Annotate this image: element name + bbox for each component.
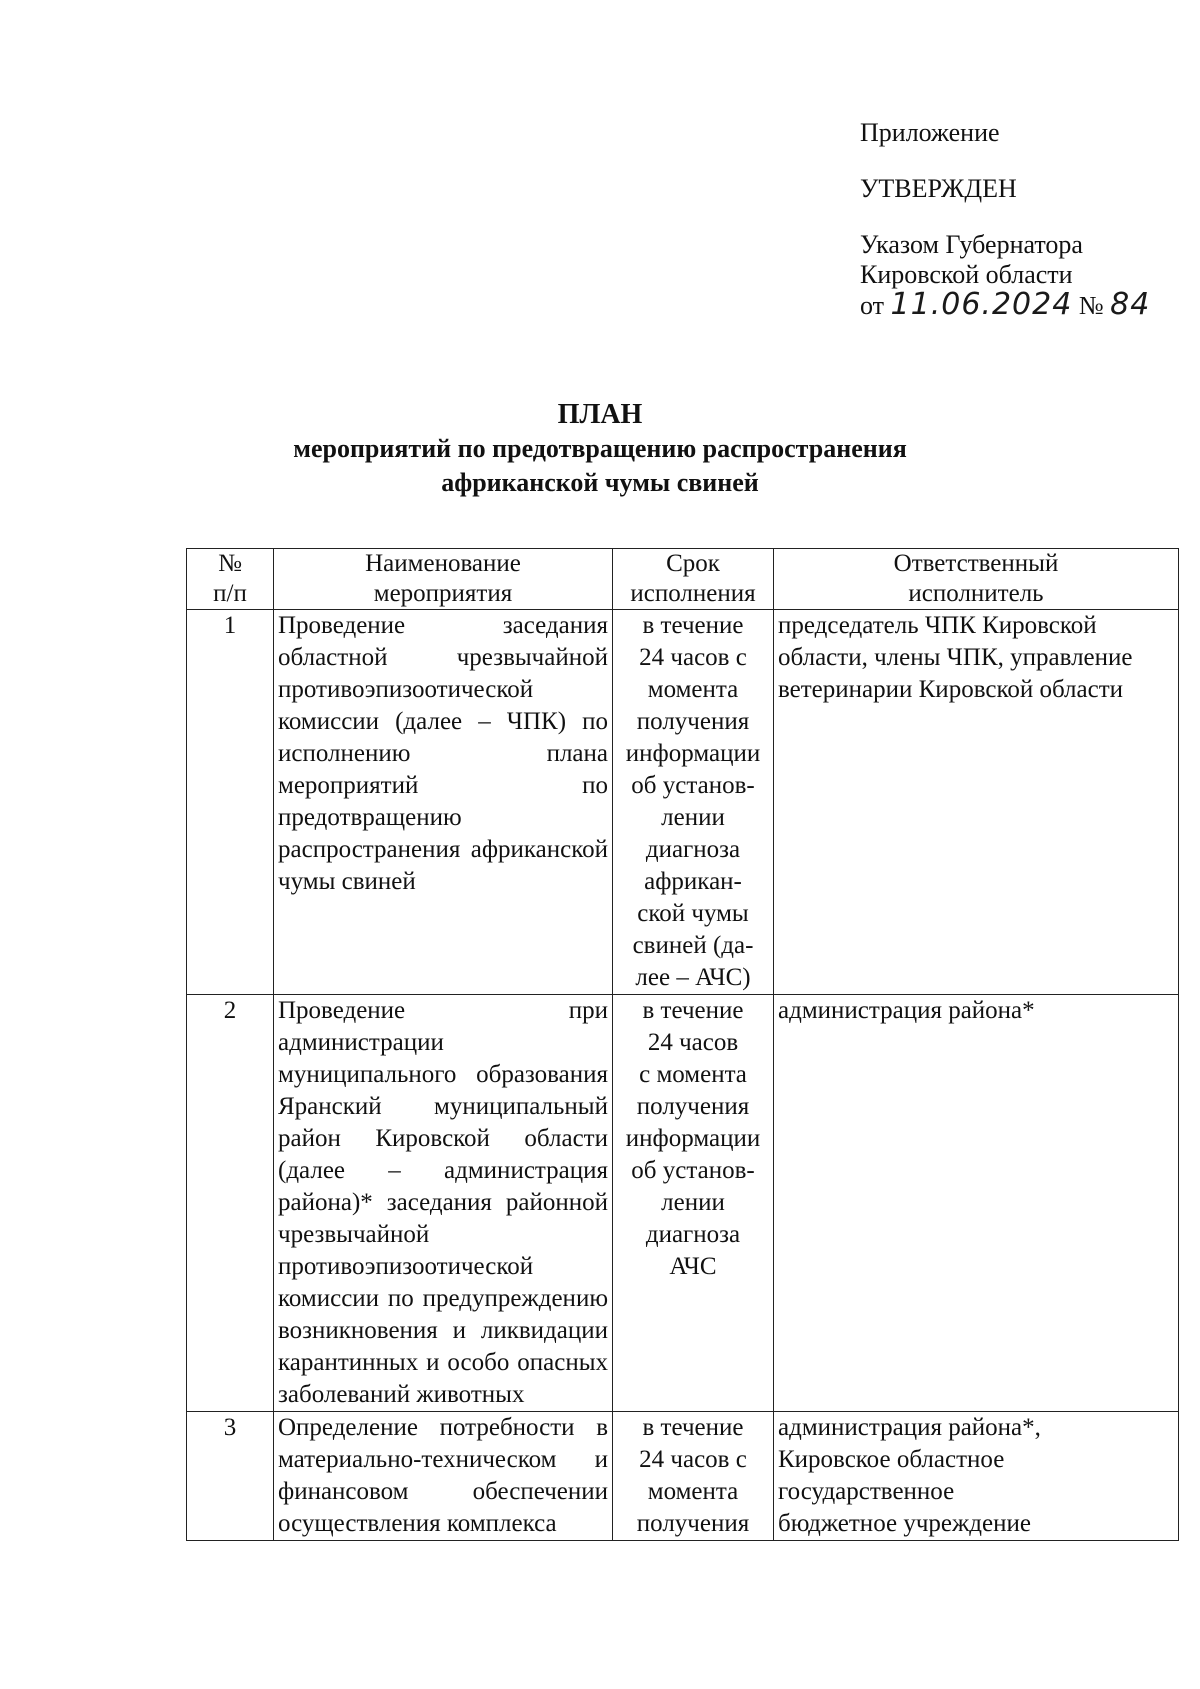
decree-number: 84	[1110, 287, 1151, 322]
row-name: Проведение заседания областной чрезвычайной противоэпизоотической комиссии (далее – ЧПК) по исполнению плана мероприятий по предотвращению распространения африканской чумы свиней	[274, 610, 613, 995]
header-name: Наименование мероприятия	[274, 549, 613, 610]
row-term: в течение 24 часов с момента получения информации об установ- лении диагноза АЧС	[613, 995, 774, 1412]
document-title	[0, 398, 1200, 500]
plan-table	[186, 548, 1179, 1541]
row-num: 3	[187, 1412, 274, 1541]
title-line-2: африканской чумы свиней	[441, 468, 759, 497]
row-name: Определение потребности в материально-техническом и финансовом обеспечении осуществления комплекса	[274, 1412, 613, 1541]
decree-line-2: Кировской области	[860, 260, 1073, 289]
row-responsible: председатель ЧПК Кировской области, члены ЧПК, управление ветеринарии Кировской области	[774, 610, 1179, 995]
approved-label: УТВЕРЖДЕН	[860, 174, 1017, 203]
title-main: ПЛАН	[557, 399, 643, 430]
row-responsible: администрация района*	[774, 995, 1179, 1412]
decree-date-line	[860, 287, 1151, 322]
approval-block	[860, 118, 1150, 321]
decree-date: 11.06.2024	[890, 287, 1073, 322]
row-num: 2	[187, 995, 274, 1412]
title-line-1: мероприятий по предотвращению распространения	[293, 434, 907, 463]
row-term: в течение 24 часов с момента получения	[613, 1412, 774, 1541]
table-row	[187, 995, 1179, 1412]
row-term: в течение 24 часов с момента получения информации об установ- лении диагноза африкан- ской чумы свиней (да- лее – АЧС)	[613, 610, 774, 995]
decree-line-1: Указом Губернатора	[860, 230, 1083, 259]
row-name: Проведение при администрации муниципального образования Яранский муниципальный район Кировской области (далее – администрация района)* заседания районной чрезвычайной противоэпизоотической комиссии по предупреждению возникновения и ликвидации карантинных и особо опасных заболеваний животных	[274, 995, 613, 1412]
row-responsible: администрация района*, Кировское областное государственное бюджетное учреждение	[774, 1412, 1179, 1541]
appendix-label: Приложение	[860, 118, 1000, 147]
number-prefix: №	[1078, 291, 1104, 320]
table-header-row	[187, 549, 1179, 610]
header-responsible: Ответственный исполнитель	[774, 549, 1179, 610]
row-num: 1	[187, 610, 274, 995]
header-term: Срок исполнения	[613, 549, 774, 610]
date-prefix: от	[860, 291, 885, 320]
table-row	[187, 1412, 1179, 1541]
table-row	[187, 610, 1179, 995]
header-num: № п/п	[187, 549, 274, 610]
